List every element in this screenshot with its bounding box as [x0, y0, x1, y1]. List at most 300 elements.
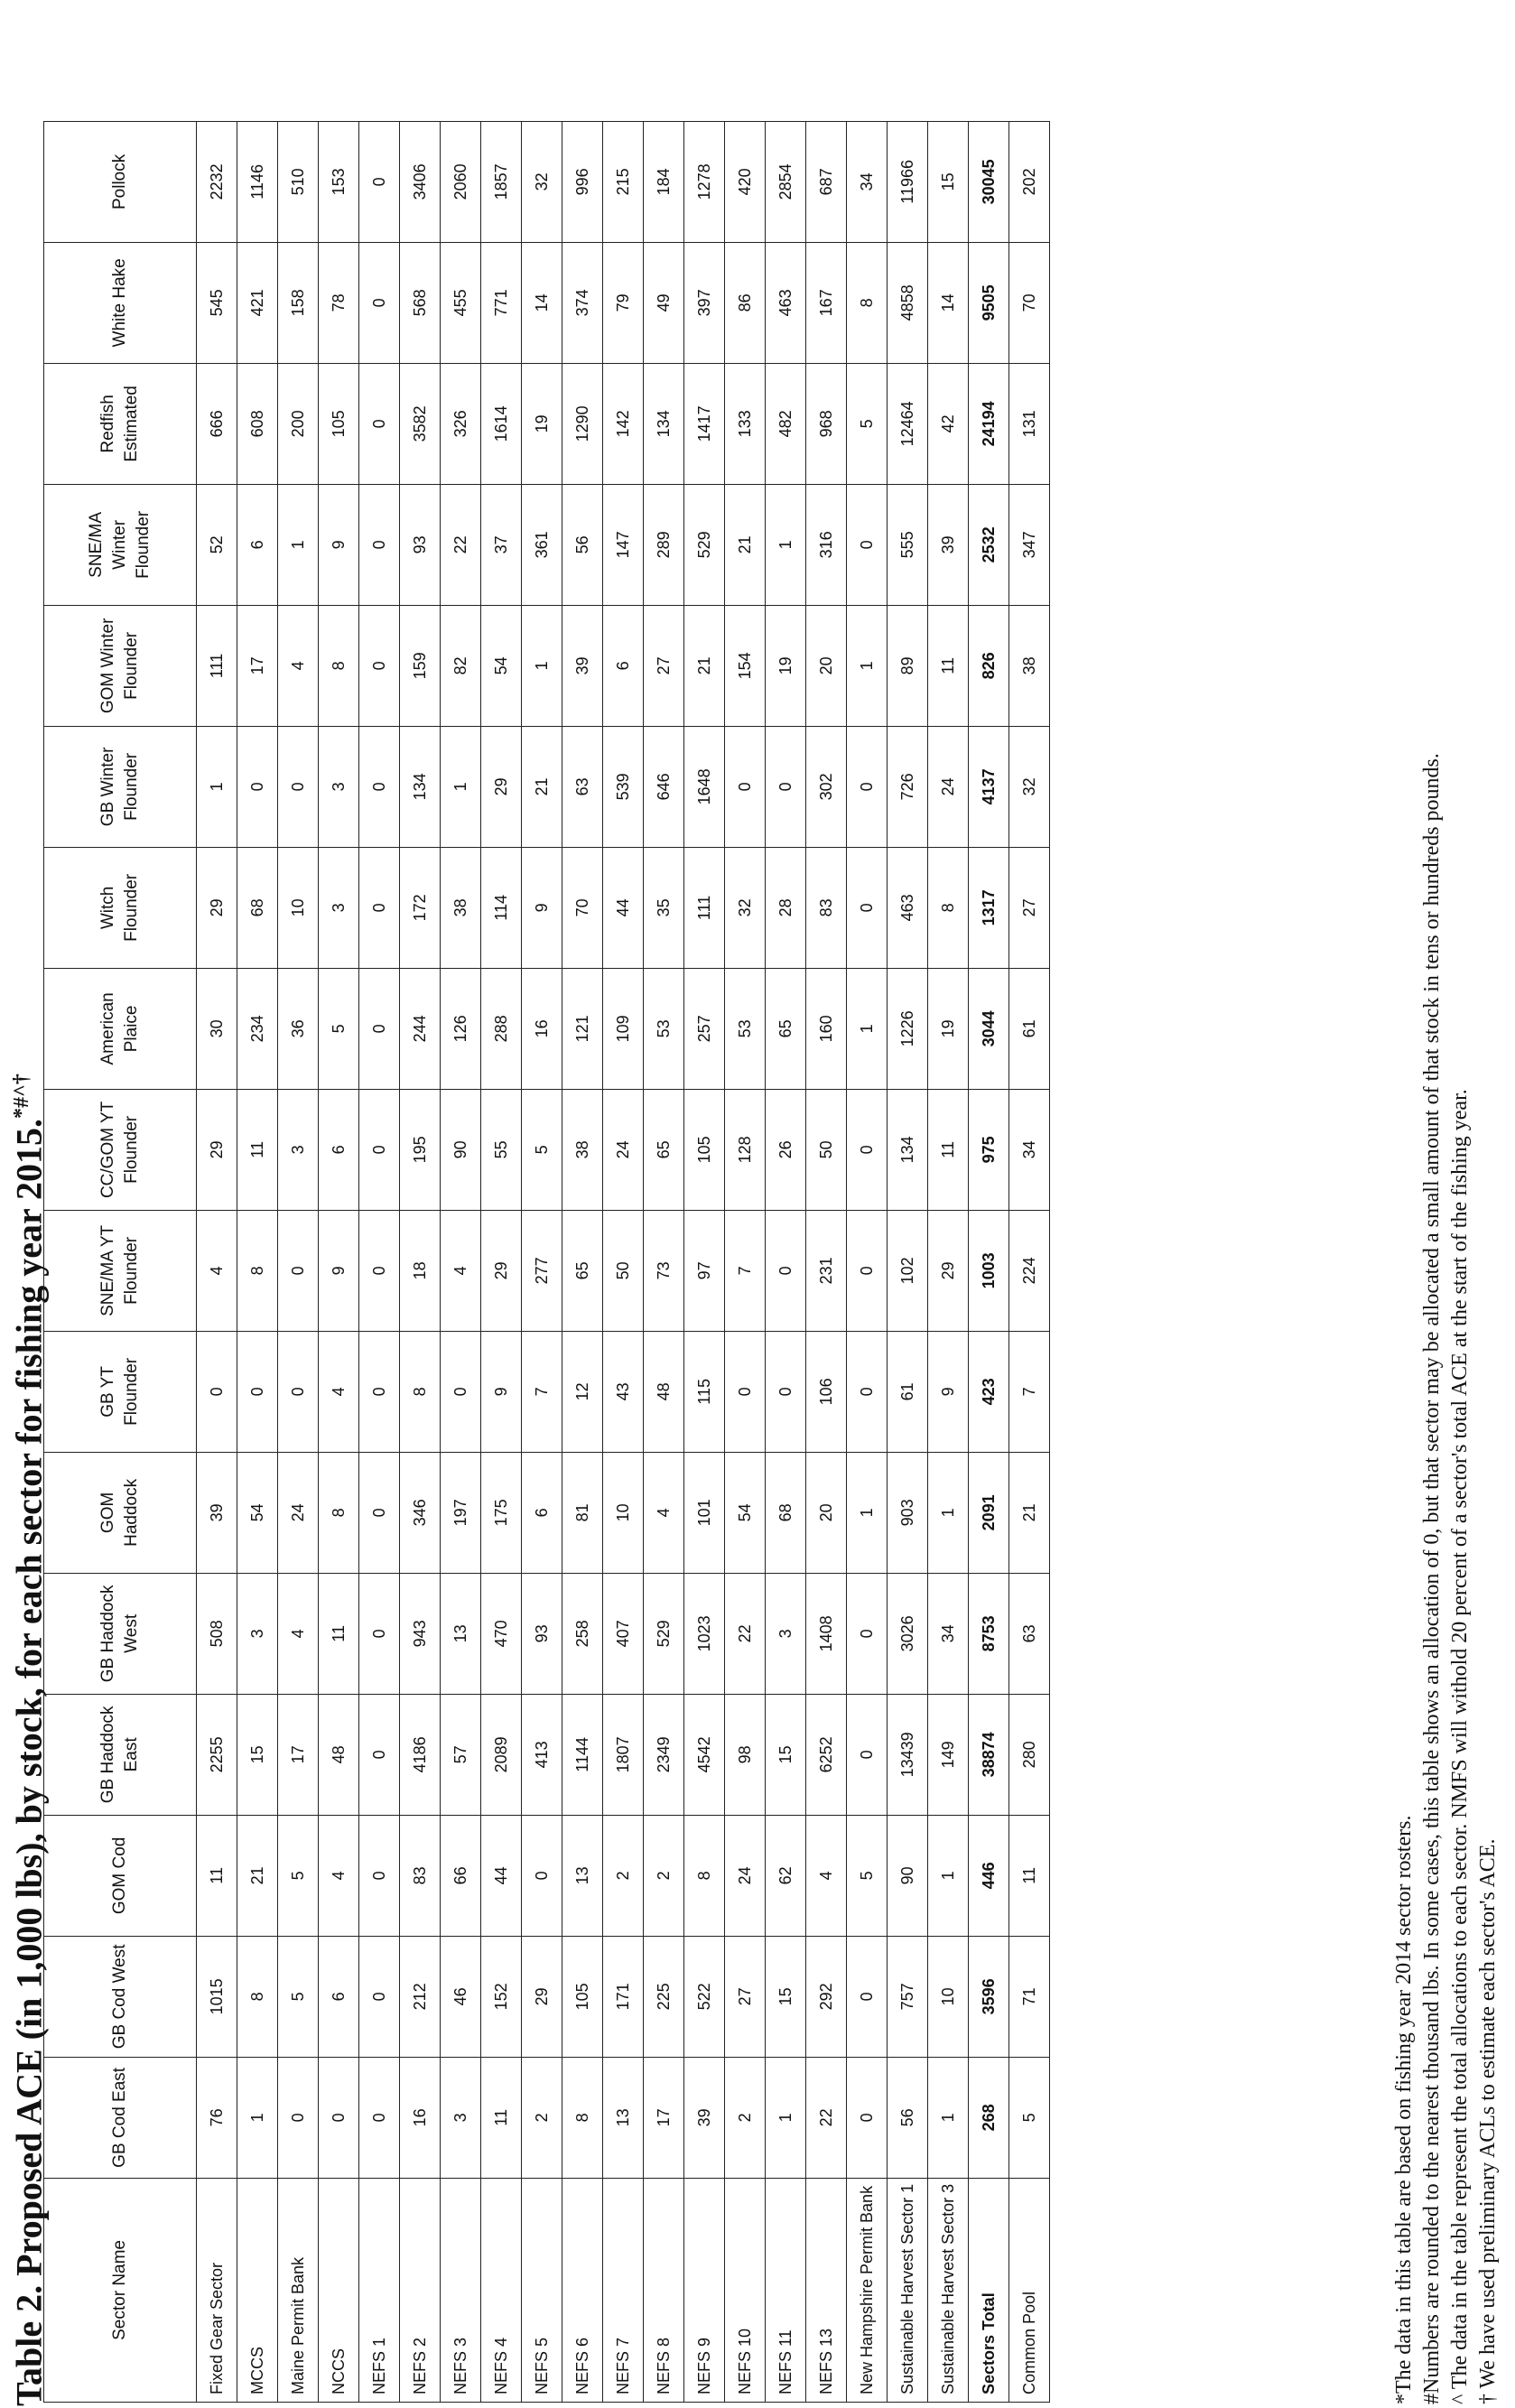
ace-value-cell: 0 — [847, 2057, 888, 2178]
ace-value-cell: 0 — [197, 1331, 237, 1452]
ace-value-cell: 463 — [766, 242, 806, 363]
ace-value-cell: 0 — [766, 726, 806, 847]
ace-value-cell: 2232 — [197, 121, 237, 242]
table-row — [319, 121, 359, 2402]
footnote-totals: ^ The data in the table represent the total allocations to each sector. NMFS will withold 20 percent of a sector's total ACE at the start of the fishing year. — [1448, 1089, 1472, 2404]
ace-value-cell: 39 — [562, 605, 603, 726]
ace-value-cell: 1807 — [603, 1694, 644, 1815]
ace-value-cell: 175 — [481, 1452, 522, 1573]
ace-value-cell: 0 — [847, 726, 888, 847]
ace-value-cell: 508 — [197, 1573, 237, 1694]
ace-value-cell: 17 — [237, 605, 278, 726]
ace-value-cell: 510 — [278, 121, 319, 242]
ace-value-cell: 6 — [603, 605, 644, 726]
ace-value-cell: 1 — [766, 484, 806, 605]
ace-value-cell: 268 — [969, 2057, 1009, 2178]
ace-value-cell: 54 — [481, 605, 522, 726]
ace-value-cell: 0 — [725, 1331, 766, 1452]
ace-value-cell: 63 — [1009, 1573, 1050, 1694]
ace-value-cell: 11 — [1009, 1815, 1050, 1936]
ace-value-cell: 13439 — [888, 1694, 928, 1815]
ace-value-cell: 1648 — [684, 726, 725, 847]
ace-value-cell: 105 — [684, 1089, 725, 1210]
ace-value-cell: 2060 — [441, 121, 481, 242]
ace-value-cell: 200 — [278, 363, 319, 484]
ace-value-cell: 73 — [644, 1210, 684, 1331]
ace-value-cell: 149 — [928, 1694, 969, 1815]
ace-value-cell: 70 — [1009, 242, 1050, 363]
ace-value-cell: 568 — [400, 242, 441, 363]
ace-value-cell: 726 — [888, 726, 928, 847]
ace-value-cell: 7 — [1009, 1331, 1050, 1452]
column-header: CC/GOM YT Flounder — [44, 1089, 197, 1210]
ace-value-cell: 1 — [766, 2057, 806, 2178]
sector-name-cell: NEFS 7 — [603, 2178, 644, 2402]
ace-value-cell: 46 — [441, 1936, 481, 2057]
title-text: Table 2. Proposed ACE (in 1,000 lbs), by stock, for each sector for fishing year 2015. — [8, 1119, 50, 2406]
ace-value-cell: 5 — [1009, 2057, 1050, 2178]
ace-value-cell: 4542 — [684, 1694, 725, 1815]
ace-value-cell: 61 — [888, 1331, 928, 1452]
ace-value-cell: 16 — [400, 2057, 441, 2178]
ace-value-cell: 1614 — [481, 363, 522, 484]
ace-value-cell: 9 — [928, 1331, 969, 1452]
column-header: Redfish Estimated — [44, 363, 197, 484]
sector-name-cell: NEFS 5 — [522, 2178, 562, 2402]
ace-value-cell: 70 — [562, 847, 603, 968]
ace-value-cell: 8 — [847, 242, 888, 363]
ace-value-cell: 17 — [278, 1694, 319, 1815]
ace-value-cell: 0 — [359, 1815, 400, 1936]
ace-value-cell: 10 — [278, 847, 319, 968]
table-row — [481, 121, 522, 2402]
sector-name-cell: Sectors Total — [969, 2178, 1009, 2402]
ace-value-cell: 27 — [644, 605, 684, 726]
ace-value-cell: 8753 — [969, 1573, 1009, 1694]
ace-value-cell: 1226 — [888, 968, 928, 1089]
ace-value-cell: 6 — [319, 1089, 359, 1210]
ace-value-cell: 11 — [197, 1815, 237, 1936]
ace-value-cell: 159 — [400, 605, 441, 726]
ace-value-cell: 29 — [481, 726, 522, 847]
ace-value-cell: 97 — [684, 1210, 725, 1331]
ace-value-cell: 0 — [359, 363, 400, 484]
ace-value-cell: 36 — [278, 968, 319, 1089]
ace-value-cell: 22 — [441, 484, 481, 605]
column-header: GB Cod West — [44, 1936, 197, 2057]
ace-value-cell: 0 — [237, 726, 278, 847]
ace-value-cell: 0 — [359, 1331, 400, 1452]
ace-value-cell: 93 — [400, 484, 441, 605]
ace-value-cell: 258 — [562, 1573, 603, 1694]
ace-value-cell: 0 — [278, 1331, 319, 1452]
ace-value-cell: 6 — [319, 1936, 359, 2057]
ace-value-cell: 134 — [644, 363, 684, 484]
column-header: GB Cod East — [44, 2057, 197, 2178]
ace-value-cell: 9 — [481, 1331, 522, 1452]
ace-value-cell: 18 — [400, 1210, 441, 1331]
ace-value-cell: 39 — [684, 2057, 725, 2178]
ace-value-cell: 63 — [562, 726, 603, 847]
ace-value-cell: 529 — [644, 1573, 684, 1694]
table-row — [847, 121, 888, 2402]
ace-value-cell: 102 — [888, 1210, 928, 1331]
footnotes — [1390, 39, 1502, 2404]
ace-value-cell: 11 — [481, 2057, 522, 2178]
ace-value-cell: 3 — [319, 847, 359, 968]
ace-value-cell: 361 — [522, 484, 562, 605]
table-row — [725, 121, 766, 2402]
ace-value-cell: 78 — [319, 242, 359, 363]
ace-value-cell: 397 — [684, 242, 725, 363]
column-header: Witch Flounder — [44, 847, 197, 968]
sector-name-cell: NEFS 8 — [644, 2178, 684, 2402]
ace-value-cell: 212 — [400, 1936, 441, 2057]
ace-value-cell: 79 — [603, 242, 644, 363]
ace-value-cell: 522 — [684, 1936, 725, 2057]
ace-value-cell: 771 — [481, 242, 522, 363]
ace-value-cell: 53 — [725, 968, 766, 1089]
ace-value-cell: 0 — [847, 484, 888, 605]
ace-value-cell: 3 — [441, 2057, 481, 2178]
ace-value-cell: 38874 — [969, 1694, 1009, 1815]
ace-value-cell: 4 — [806, 1815, 847, 1936]
ace-value-cell: 0 — [359, 726, 400, 847]
ace-value-cell: 29 — [522, 1936, 562, 2057]
ace-value-cell: 1 — [847, 1452, 888, 1573]
ace-value-cell: 105 — [562, 1936, 603, 2057]
ace-value-cell: 0 — [359, 2057, 400, 2178]
sector-name-cell: NEFS 10 — [725, 2178, 766, 2402]
ace-value-cell: 6 — [522, 1452, 562, 1573]
ace-value-cell: 171 — [603, 1936, 644, 2057]
ace-value-cell: 346 — [400, 1452, 441, 1573]
ace-value-cell: 111 — [197, 605, 237, 726]
ace-value-cell: 224 — [1009, 1210, 1050, 1331]
ace-value-cell: 109 — [603, 968, 644, 1089]
ace-value-cell: 903 — [888, 1452, 928, 1573]
column-header: Pollock — [44, 121, 197, 242]
ace-value-cell: 0 — [278, 2057, 319, 2178]
ace-value-cell: 19 — [928, 968, 969, 1089]
ace-value-cell: 39 — [928, 484, 969, 605]
ace-value-cell: 61 — [1009, 968, 1050, 1089]
ace-value-cell: 0 — [359, 484, 400, 605]
ace-value-cell: 1146 — [237, 121, 278, 242]
table-row — [562, 121, 603, 2402]
ace-value-cell: 231 — [806, 1210, 847, 1331]
ace-value-cell: 545 — [197, 242, 237, 363]
ace-value-cell: 482 — [766, 363, 806, 484]
ace-value-cell: 1408 — [806, 1573, 847, 1694]
ace-value-cell: 101 — [684, 1452, 725, 1573]
ace-value-cell: 326 — [441, 363, 481, 484]
ace-value-cell: 1317 — [969, 847, 1009, 968]
ace-value-cell: 15 — [766, 1694, 806, 1815]
ace-value-cell: 44 — [481, 1815, 522, 1936]
ace-value-cell: 15 — [237, 1694, 278, 1815]
sectors-total-row — [969, 121, 1009, 2402]
ace-value-cell: 555 — [888, 484, 928, 605]
ace-value-cell: 943 — [400, 1573, 441, 1694]
ace-value-cell: 202 — [1009, 121, 1050, 242]
ace-value-cell: 153 — [319, 121, 359, 242]
ace-value-cell: 234 — [237, 968, 278, 1089]
sector-name-cell: New Hampshire Permit Bank — [847, 2178, 888, 2402]
ace-value-cell: 7 — [725, 1210, 766, 1331]
ace-value-cell: 38 — [1009, 605, 1050, 726]
ace-value-cell: 32 — [725, 847, 766, 968]
ace-value-cell: 126 — [441, 968, 481, 1089]
ace-value-cell: 0 — [847, 847, 888, 968]
ace-value-cell: 26 — [766, 1089, 806, 1210]
ace-value-cell: 27 — [725, 1936, 766, 2057]
sector-name-cell: NCCS — [319, 2178, 359, 2402]
ace-value-cell: 29 — [197, 847, 237, 968]
ace-value-cell: 14 — [928, 242, 969, 363]
sector-name-cell: Common Pool — [1009, 2178, 1050, 2402]
ace-value-cell: 10 — [928, 1936, 969, 2057]
ace-value-cell: 86 — [725, 242, 766, 363]
ace-value-cell: 0 — [847, 1694, 888, 1815]
footnote-preliminary-acl: † We have used preliminary ACLs to estimate each sector's ACE. — [1476, 1838, 1500, 2404]
ace-value-cell: 48 — [644, 1331, 684, 1452]
ace-value-cell: 3406 — [400, 121, 441, 242]
ace-value-cell: 83 — [400, 1815, 441, 1936]
ace-value-cell: 257 — [684, 968, 725, 1089]
ace-value-cell: 34 — [847, 121, 888, 242]
ace-value-cell: 3596 — [969, 1936, 1009, 2057]
header-row — [44, 121, 197, 2402]
ace-value-cell: 8 — [562, 2057, 603, 2178]
ace-value-cell: 134 — [400, 726, 441, 847]
ace-value-cell: 28 — [766, 847, 806, 968]
column-header: GB Winter Flounder — [44, 726, 197, 847]
ace-value-cell: 0 — [441, 1331, 481, 1452]
ace-value-cell: 49 — [644, 242, 684, 363]
ace-value-cell: 34 — [928, 1573, 969, 1694]
ace-value-cell: 2089 — [481, 1694, 522, 1815]
ace-value-cell: 111 — [684, 847, 725, 968]
ace-value-cell: 0 — [359, 1452, 400, 1573]
ace-value-cell: 93 — [522, 1573, 562, 1694]
sector-name-cell: Fixed Gear Sector — [197, 2178, 237, 2402]
ace-value-cell: 8 — [237, 1936, 278, 2057]
ace-value-cell: 121 — [562, 968, 603, 1089]
ace-value-cell: 2349 — [644, 1694, 684, 1815]
ace-value-cell: 407 — [603, 1573, 644, 1694]
ace-value-cell: 24 — [278, 1452, 319, 1573]
sector-name-cell: NEFS 4 — [481, 2178, 522, 2402]
ace-value-cell: 1 — [237, 2057, 278, 2178]
ace-value-cell: 42 — [928, 363, 969, 484]
ace-value-cell: 5 — [319, 968, 359, 1089]
ace-value-cell: 35 — [644, 847, 684, 968]
table-row — [603, 121, 644, 2402]
ace-value-cell: 19 — [522, 363, 562, 484]
ace-value-cell: 71 — [1009, 1936, 1050, 2057]
ace-value-cell: 8 — [928, 847, 969, 968]
ace-value-cell: 3 — [766, 1573, 806, 1694]
ace-value-cell: 83 — [806, 847, 847, 968]
ace-value-cell: 1278 — [684, 121, 725, 242]
ace-value-cell: 1857 — [481, 121, 522, 242]
ace-value-cell: 142 — [603, 363, 644, 484]
table-row — [644, 121, 684, 2402]
sector-name-cell: Sustainable Harvest Sector 1 — [888, 2178, 928, 2402]
ace-value-cell: 22 — [725, 1573, 766, 1694]
ace-value-cell: 413 — [522, 1694, 562, 1815]
ace-value-cell: 172 — [400, 847, 441, 968]
ace-value-cell: 1 — [928, 1815, 969, 1936]
ace-value-cell: 11966 — [888, 121, 928, 242]
sector-name-cell: NEFS 2 — [400, 2178, 441, 2402]
ace-value-cell: 12464 — [888, 363, 928, 484]
ace-value-cell: 5 — [847, 363, 888, 484]
ace-value-cell: 455 — [441, 242, 481, 363]
ace-value-cell: 421 — [237, 242, 278, 363]
ace-value-cell: 374 — [562, 242, 603, 363]
table-row — [400, 121, 441, 2402]
column-header: SNE/MA Winter Flounder — [44, 484, 197, 605]
ace-value-cell: 152 — [481, 1936, 522, 2057]
ace-value-cell: 131 — [1009, 363, 1050, 484]
ace-value-cell: 8 — [400, 1331, 441, 1452]
ace-value-cell: 19 — [766, 605, 806, 726]
ace-value-cell: 9 — [319, 484, 359, 605]
ace-value-cell: 128 — [725, 1089, 766, 1210]
table-row — [684, 121, 725, 2402]
ace-value-cell: 53 — [644, 968, 684, 1089]
ace-value-cell: 225 — [644, 1936, 684, 2057]
sector-name-cell: NEFS 6 — [562, 2178, 603, 2402]
column-header: GOM Winter Flounder — [44, 605, 197, 726]
ace-value-cell: 1144 — [562, 1694, 603, 1815]
table-row — [237, 121, 278, 2402]
ace-value-cell: 1003 — [969, 1210, 1009, 1331]
ace-value-cell: 280 — [1009, 1694, 1050, 1815]
ace-value-cell: 4 — [319, 1815, 359, 1936]
ace-value-cell: 50 — [806, 1089, 847, 1210]
table-row — [522, 121, 562, 2402]
ace-value-cell: 48 — [319, 1694, 359, 1815]
ace-value-cell: 8 — [237, 1210, 278, 1331]
ace-value-cell: 0 — [319, 2057, 359, 2178]
ace-value-cell: 29 — [481, 1210, 522, 1331]
ace-value-cell: 0 — [359, 968, 400, 1089]
ace-value-cell: 2 — [603, 1815, 644, 1936]
ace-value-cell: 13 — [603, 2057, 644, 2178]
ace-value-cell: 24 — [725, 1815, 766, 1936]
ace-value-cell: 50 — [603, 1210, 644, 1331]
ace-value-cell: 4 — [278, 605, 319, 726]
ace-value-cell: 0 — [359, 1089, 400, 1210]
column-header-sector-name: Sector Name — [44, 2178, 197, 2402]
ace-value-cell: 89 — [888, 605, 928, 726]
ace-value-cell: 6252 — [806, 1694, 847, 1815]
table-row — [278, 121, 319, 2402]
ace-value-cell: 316 — [806, 484, 847, 605]
ace-value-cell: 14 — [522, 242, 562, 363]
ace-value-cell: 3 — [278, 1089, 319, 1210]
ace-value-cell: 5 — [522, 1089, 562, 1210]
ace-value-cell: 24 — [603, 1089, 644, 1210]
ace-value-cell: 0 — [359, 1694, 400, 1815]
ace-value-cell: 82 — [441, 605, 481, 726]
ace-value-cell: 81 — [562, 1452, 603, 1573]
ace-value-cell: 975 — [969, 1089, 1009, 1210]
ace-value-cell: 0 — [359, 847, 400, 968]
ace-value-cell: 44 — [603, 847, 644, 968]
table-row — [888, 121, 928, 2402]
ace-value-cell: 8 — [319, 605, 359, 726]
ace-value-cell: 29 — [197, 1089, 237, 1210]
sector-name-cell: NEFS 13 — [806, 2178, 847, 2402]
ace-value-cell: 0 — [847, 1089, 888, 1210]
table-row — [928, 121, 969, 2402]
ace-value-cell: 154 — [725, 605, 766, 726]
ace-value-cell: 3044 — [969, 968, 1009, 1089]
ace-value-cell: 0 — [522, 1815, 562, 1936]
ace-value-cell: 56 — [888, 2057, 928, 2178]
ace-value-cell: 11 — [928, 1089, 969, 1210]
ace-value-cell: 9 — [319, 1210, 359, 1331]
ace-value-cell: 0 — [359, 1573, 400, 1694]
ace-value-cell: 11 — [928, 605, 969, 726]
ace-value-cell: 43 — [603, 1331, 644, 1452]
ace-value-cell: 158 — [278, 242, 319, 363]
column-header: GB Haddock West — [44, 1573, 197, 1694]
ace-value-cell: 105 — [319, 363, 359, 484]
ace-value-cell: 3026 — [888, 1573, 928, 1694]
ace-value-cell: 1 — [928, 1452, 969, 1573]
ace-value-cell: 0 — [766, 1331, 806, 1452]
ace-value-cell: 1015 — [197, 1936, 237, 2057]
ace-value-cell: 608 — [237, 363, 278, 484]
ace-value-cell: 470 — [481, 1573, 522, 1694]
ace-value-cell: 32 — [522, 121, 562, 242]
ace-value-cell: 215 — [603, 121, 644, 242]
ace-value-cell: 55 — [481, 1089, 522, 1210]
ace-value-cell: 420 — [725, 121, 766, 242]
footnote-roster: *The data in this table are based on fishing year 2014 sector rosters. — [1392, 1815, 1416, 2404]
ace-value-cell: 15 — [928, 121, 969, 242]
ace-value-cell: 1023 — [684, 1573, 725, 1694]
ace-value-cell: 292 — [806, 1936, 847, 2057]
ace-value-cell: 27 — [1009, 847, 1050, 968]
ace-value-cell: 4137 — [969, 726, 1009, 847]
ace-value-cell: 5 — [278, 1936, 319, 2057]
ace-value-cell: 1 — [197, 726, 237, 847]
ace-value-cell: 1 — [847, 605, 888, 726]
ace-value-cell: 13 — [441, 1573, 481, 1694]
column-header: GOM Cod — [44, 1815, 197, 1936]
ace-value-cell: 65 — [562, 1210, 603, 1331]
ace-value-cell: 12 — [562, 1331, 603, 1452]
ace-value-cell: 646 — [644, 726, 684, 847]
column-header: American Plaice — [44, 968, 197, 1089]
ace-value-cell: 184 — [644, 121, 684, 242]
ace-value-cell: 0 — [847, 1331, 888, 1452]
table-row — [806, 121, 847, 2402]
ace-value-cell: 446 — [969, 1815, 1009, 1936]
ace-value-cell: 167 — [806, 242, 847, 363]
ace-value-cell: 1 — [847, 968, 888, 1089]
ace-value-cell: 56 — [562, 484, 603, 605]
ace-value-cell: 289 — [644, 484, 684, 605]
ace-value-cell: 539 — [603, 726, 644, 847]
ace-value-cell: 2255 — [197, 1694, 237, 1815]
